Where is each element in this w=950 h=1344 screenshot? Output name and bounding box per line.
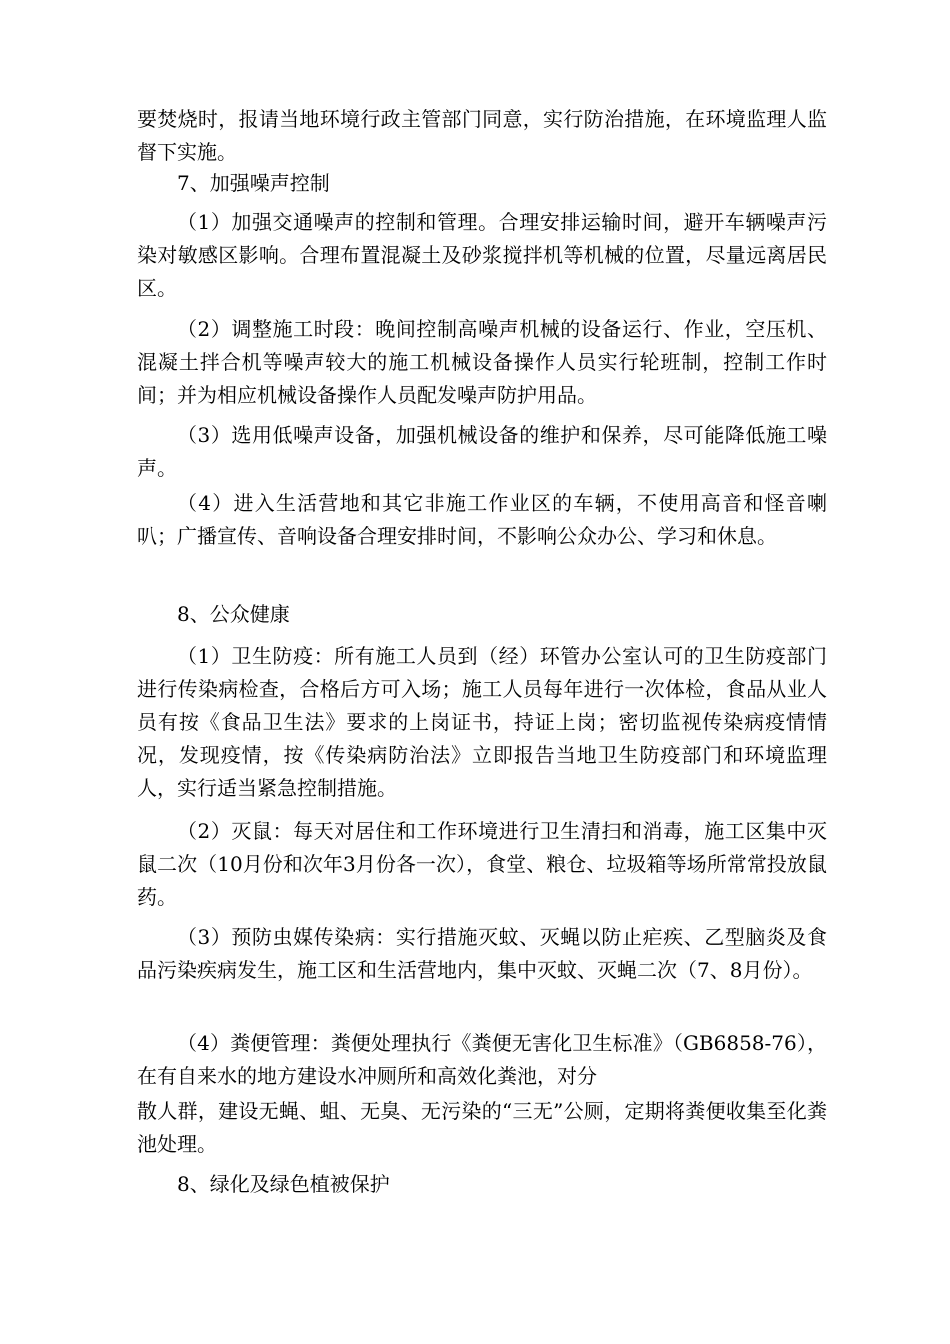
paragraph-health-4: （4）粪便管理：粪便处理执行《粪便无害化卫生标准》（GB6858-76），在有自来水的地方建设水冲厕所和高效化粪池，对分 <box>137 1031 827 1088</box>
paragraph-burning-continued: 要焚烧时，报请当地环境行政主管部门同意，实行防治措施，在环境监理人监督下实施。 <box>137 107 827 164</box>
paragraph-health-3: （3）预防虫媒传染病：实行措施灭蚊、灭蝇以防止疟疾、乙型脑炎及食品污染疾病发生，施工区和生活营地内，集中灭蚊、灭蝇二次（7、8月份）。 <box>137 925 827 982</box>
paragraph-health-1: （1）卫生防疫：所有施工人员到（经）环管办公室认可的卫生防疫部门进行传染病检查，合格后方可入场；施工人员每年进行一次体检，食品从业人员有按《食品卫生法》要求的上岗证书，持证上岗；密切监视传染病疫情情况，发现疫情，按《传染病防治法》立即报告当地卫生防疫部门和环境监理人，实行适当紧急控制措施。 <box>137 644 827 800</box>
paragraph-noise-2: （2）调整施工时段：晚间控制高噪声机械的设备运行、作业，空压机、混凝土拌合机等噪声较大的施工机械设备操作人员实行轮班制，控制工作时间；并为相应机械设备操作人员配发噪声防护用品。 <box>137 317 827 407</box>
heading-greening: 8、绿化及绿色植被保护 <box>177 1172 390 1196</box>
paragraph-noise-4: （4）进入生活营地和其它非施工作业区的车辆，不使用高音和怪音喇叭；广播宣传、音响设备合理安排时间，不影响公众办公、学习和休息。 <box>137 491 827 548</box>
heading-public-health: 8、公众健康 <box>177 602 290 626</box>
paragraph-noise-3: （3）选用低噪声设备，加强机械设备的维护和保养，尽可能降低施工噪声。 <box>137 423 827 480</box>
paragraph-noise-1: （1）加强交通噪声的控制和管理。合理安排运输时间，避开车辆噪声污染对敏感区影响。合理布置混凝土及砂浆搅拌机等机械的位置，尽量远离居民区。 <box>137 210 827 300</box>
paragraph-health-4-continued: 散人群，建设无蝇、蛆、无臭、无污染的“三无”公厕，定期将粪便收集至化粪池处理。 <box>137 1099 827 1156</box>
heading-noise-control: 7、加强噪声控制 <box>177 171 330 195</box>
paragraph-health-2: （2）灭鼠：每天对居住和工作环境进行卫生清扫和消毒，施工区集中灭鼠二次（10月份和次年3月份各一次），食堂、粮仓、垃圾箱等场所常常投放鼠药。 <box>137 819 827 909</box>
